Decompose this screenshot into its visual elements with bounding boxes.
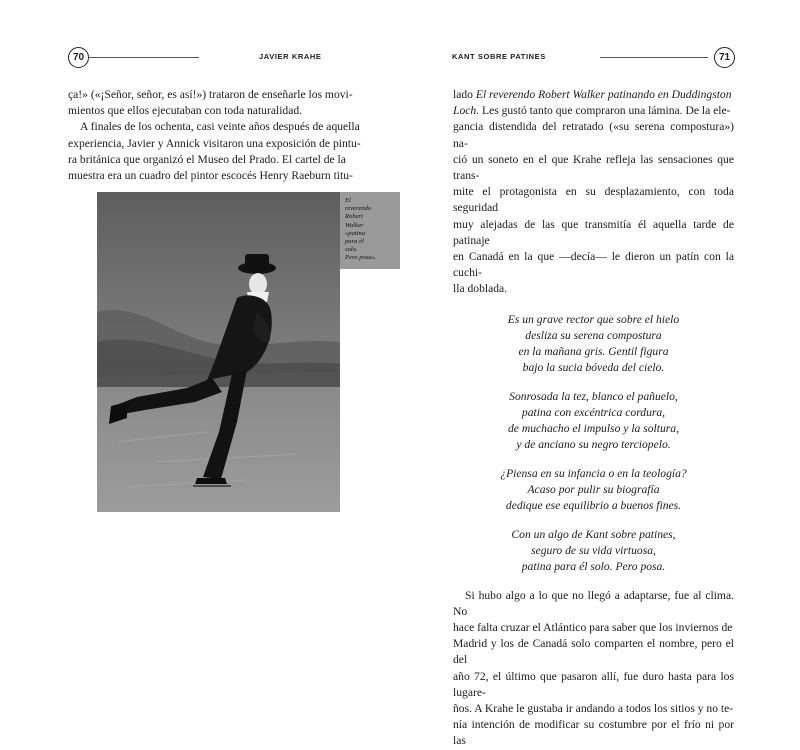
skating-minister-painting-icon xyxy=(97,192,340,512)
running-head-right: KANT SOBRE PATINES xyxy=(452,52,546,61)
text-line: año 72, el último que pasaron allí, fue duro hasta para los lugare- xyxy=(453,669,734,699)
sonnet xyxy=(453,312,734,575)
caption-line: reverendo xyxy=(345,205,372,213)
text-line: experiencia, Javier y Annick visitaron una exposición de pintu- xyxy=(68,136,361,150)
stanza xyxy=(453,466,734,514)
text-line: mientos que ellos ejecutaban con toda naturalidad. xyxy=(68,104,303,118)
right-page xyxy=(400,0,800,748)
caption-line: Robert xyxy=(345,213,363,221)
stanza xyxy=(453,312,734,376)
painting-title: El reverendo Robert Walker patinando en Duddingston xyxy=(475,88,732,101)
running-head-left: JAVIER KRAHE xyxy=(259,52,322,61)
text-line: nía intención de modificar su costumbre por el frío ni por las xyxy=(453,718,734,748)
verse-line: y de anciano su negro terciopelo. xyxy=(516,437,671,451)
text-line: ció un soneto en el que Krahe refleja las sensaciones que trans- xyxy=(453,152,734,183)
header-rule-right xyxy=(600,57,708,58)
verse-line: desliza su serena compostura xyxy=(525,328,662,342)
text-line: muy alejadas de las que transmitía él aquella tarde de patinaje xyxy=(453,217,734,247)
verse-line: patina para él solo. Pero posa. xyxy=(521,559,666,573)
text-line: hace falta cruzar el Atlántico para saber que los inviernos de xyxy=(453,621,733,635)
caption-line: para él xyxy=(345,238,364,246)
caption-line: El xyxy=(345,197,351,204)
verse-line: bajo la sucia bóveda del cielo. xyxy=(522,360,665,374)
right-body-text xyxy=(453,87,734,750)
text-line xyxy=(453,103,734,119)
verse-line: seguro de su vida virtuosa, xyxy=(531,543,656,557)
verse-line: Es un grave rector que sobre el hielo xyxy=(507,312,680,326)
verse-line: ¿Piensa en su infancia o en la teología? xyxy=(500,466,687,480)
left-body-text xyxy=(68,87,397,184)
text-line: A finales de los ochenta, casi veinte años después de aquella xyxy=(80,120,360,134)
text-line: muestra era un cuadro del pintor escocés Henry Raeburn titu- xyxy=(68,169,353,183)
text-line: en Canadá en la que —decía— le dieron un patín con la cuchi- xyxy=(453,250,734,280)
caption-line: Pero posa». xyxy=(345,254,377,262)
stanza xyxy=(453,527,734,575)
verse-line: dedique ese equilibrio a buenos fines. xyxy=(505,498,682,512)
figure-caption xyxy=(345,197,397,263)
text-line: Si hubo algo a lo que no llegó a adaptarse, fue al clima. No xyxy=(453,588,734,618)
page-number-left: 70 xyxy=(68,47,89,68)
caption-line: solo. xyxy=(345,246,358,254)
painting-title: Loch. xyxy=(453,104,480,118)
verse-line: Acaso por pulir su biografía xyxy=(527,482,660,496)
page-number-right: 71 xyxy=(714,47,735,68)
text-line: Madrid y los de Canadá solo comparten el nombre, pero el del xyxy=(453,637,734,667)
text-line: mite el protagonista en su desplazamiento, con toda seguridad xyxy=(453,185,734,215)
text-line: gancia distendida del retratado («su serena compostura») na- xyxy=(453,120,734,150)
verse-line: Con un algo de Kant sobre patines, xyxy=(511,527,676,541)
text-span: lado xyxy=(453,88,476,101)
header-rule-left xyxy=(89,57,199,58)
text-span: Les gustó tanto que compraron una lámina. De la ele- xyxy=(479,104,731,118)
text-line xyxy=(453,87,734,103)
caption-line: Walker xyxy=(345,221,364,229)
text-line: ños. A Krahe le gustaba ir andando a todos los sitios y no te- xyxy=(453,702,734,716)
text-line: ça!» («¡Señor, señor, es así!») trataron de enseñarle los movi- xyxy=(68,88,353,101)
left-page xyxy=(0,0,400,613)
verse-line: en la mañana gris. Gentil figura xyxy=(518,344,669,358)
text-line: ra británica que organizó el Museo del Prado. El cartel de la xyxy=(68,152,346,166)
caption-line: «patina xyxy=(345,229,366,237)
verse-line: de muchacho el impulso y la soltura, xyxy=(508,421,679,435)
text-line: lla doblada. xyxy=(453,282,508,296)
verse-line: patina con excéntrica cordura, xyxy=(521,405,666,419)
verse-line: Sonrosada la tez, blanco el pañuelo, xyxy=(509,389,678,403)
stanza xyxy=(453,389,734,453)
